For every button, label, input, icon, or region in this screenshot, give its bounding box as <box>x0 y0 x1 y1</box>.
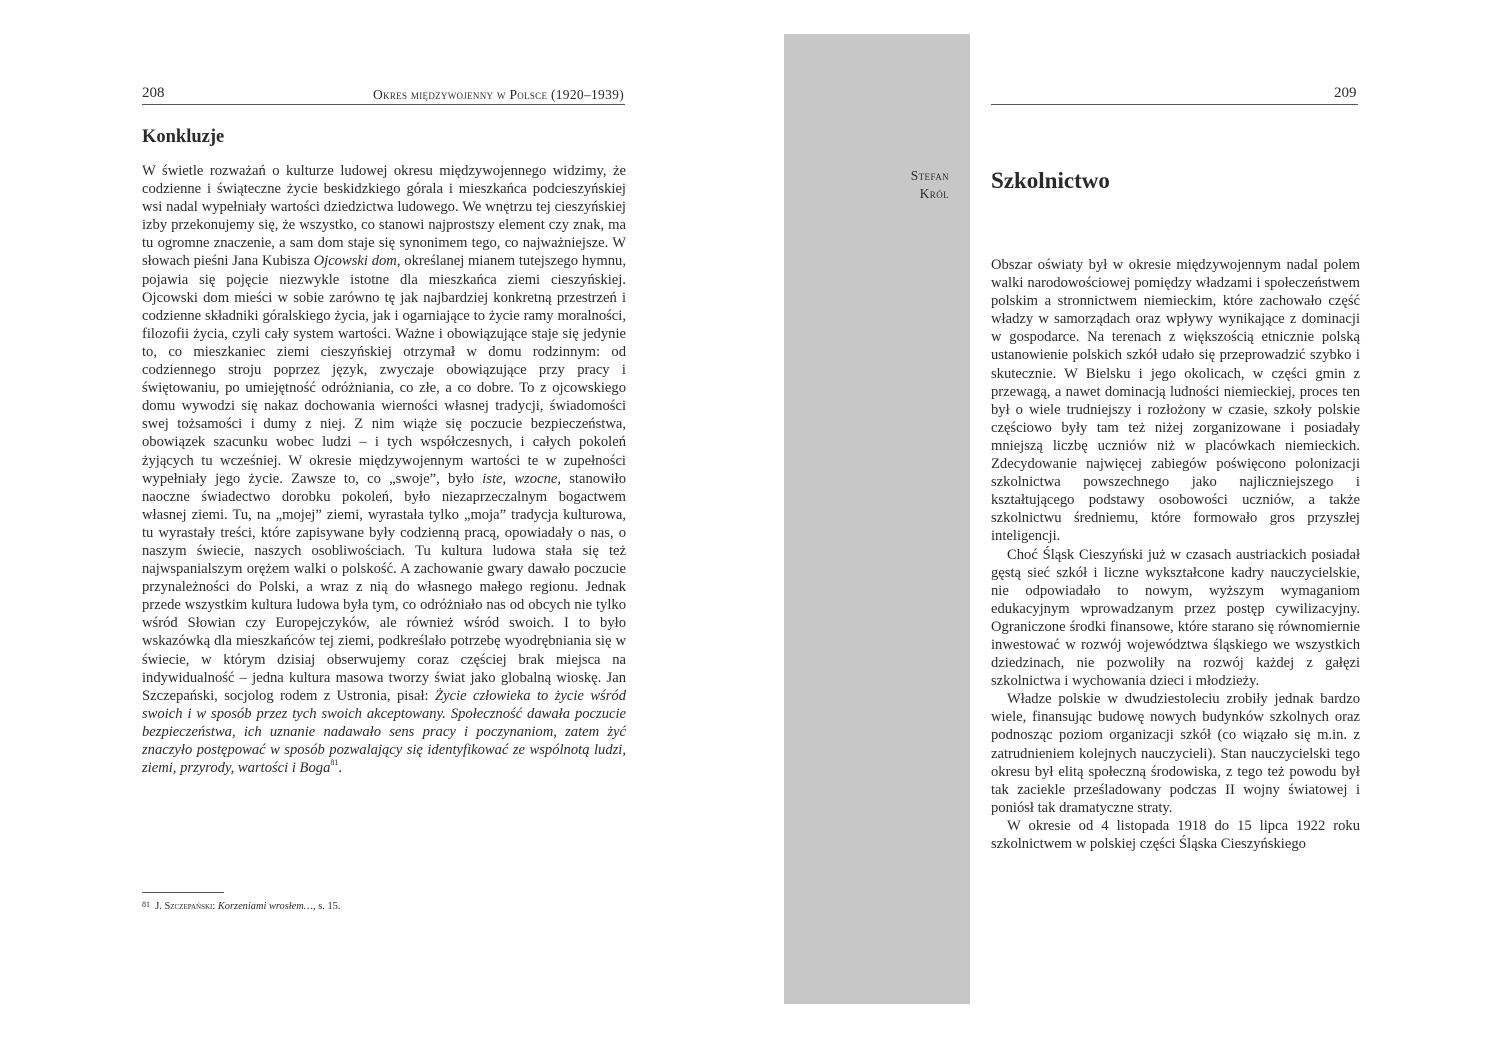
paragraph-text-2: , określanej mianem tutejszego hymnu, pojawia się pojęcie niezwykle istotne dla mieszkańca ziemi cieszyńskiej. Ojcowski dom mieści w sobie zarówno tę jak najbardziej konkretną przestrzeń i codzienne składniki góralskiego życia, jak i ogarniające to życie ramy moralności, filozofii życia, czyli cały system wartości. Ważne i obowiązujące staje się jedynie to, co mieszkaniec ziemi cieszyńskiej otrzymał w domu rodzinnym: od codziennego stroju poprzez język, zwyczaje obowiązujące przy pracy i świętowaniu, po umiejętność odróżniania, co złe, a co dobre. To z ojcowskiego domu wywodzi się nakaz dochowania wierności własnej tradycji, świadomości swej tożsamości i dumy z niej. Z nim wiąże się poczucie bezpieczeństwa, obowiązek szacunku wobec ludzi – i tych współczesnych, i całych pokoleń żyjących tu wcześniej. W okresie międzywojennym wartości te w zupełności wypełniały jego życie. Zawsze to, co „swoje”, było <box>142 253 627 487</box>
header-rule-left <box>142 104 625 105</box>
quotation: Życie człowieka to życie wśród swoich i w sposób przez tych swoich akceptowany. Społeczność dawała poczucie bezpieczeństwa, ich uznanie nadawało sens pracy i poczynaniom, zatem żyć znaczyło postępować w sposób pozwalający się identyfikować ze wspólnotą ludzi, ziemi, przyrody, wartości i Boga <box>142 687 627 777</box>
chapter-body <box>991 256 1360 853</box>
footnote-title: Korzeniami wrosłem… <box>217 901 314 912</box>
footnote-reference[interactable]: 81 <box>330 758 339 768</box>
header-rule-right <box>991 104 1358 105</box>
body-paragraph-2: Choć Śląsk Cieszyński już w czasach austriackich posiadał gęstą sieć szkół i liczne wykształcone kadry nauczycielskie, nie odpowiadało to nowym, wyższym wymaganiom edukacyjnym wprowadzanym przez postęp cywilizacyjny. Ograniczone środki finansowe, które starano się równomiernie inwestować w rozwój województwa śląskiego we wszystkich dziedzinach, nie pozwoliły na rozwój każdej z gałęzi szkolnictwa i wychowania dzieci i młodzieży. <box>991 546 1360 690</box>
footnote-rest: , s. 15. <box>313 901 341 912</box>
conclusion-paragraph <box>142 162 626 777</box>
body-paragraph-4: W okresie od 4 listopada 1918 do 15 lipca 1922 roku szkolnictwem w polskiej części Śląska Cieszyńskiego <box>991 817 1360 852</box>
body-paragraph-1: Obszar oświaty był w okresie międzywojennym nadal polem walki narodowościowej pomiędzy władzami i społeczeństwem polskim a stronnictwem niemieckim, które zachowało część władzy w samorządach oraz wpływy wynikające z dominacji w gospodarce. Na terenach z większością etnicznie polską ustanowienie polskich szkół udało się przeprowadzić szybko i skutecznie. W Bielsku i jego okolicach, w części gmin z przewagą, a nawet dominacją ludności niemieckiej, proces ten był o wiele trudniejszy i rozłożony w czasie, szkoły polskie częściowo były tam też niżej zorganizowane i posiadały mniejszą liczbę uczniów niż w placówkach niemieckich. Zdecydowanie najwięcej zabiegów poświęcono polonizacji szkolnictwa powszechnego jako najliczniejszego i kształtującego podstawy osobowości uczniów, a także szkolnictwu średniemu, które formowało gros przyszłej inteligencji. <box>991 257 1360 545</box>
body-paragraph-3: Władze polskie w dwudziestoleciu zrobiły jednak bardzo wiele, finansując budowę nowych budynków szkolnych oraz podnosząc poziom organizacji szkół (co wiązało się m.in. z zatrudnieniem kolejnych nauczycieli). Stan nauczycielski tego okresu był elitą społeczną środowiska, z tego też powodu był tak zaciekle prześladowany podczas II wojny światowej i poniósł tak dramatyczne straty. <box>991 691 1360 816</box>
section-title: Konkluzje <box>142 127 225 147</box>
chapter-author <box>911 167 949 202</box>
page-number-right: 209 <box>1334 85 1357 101</box>
running-head: Okres międzywojenny w Polsce (1920–1939) <box>373 87 624 102</box>
footnote-author: J. Szczepański: <box>155 901 216 912</box>
song-title: Ojcowski dom <box>313 253 397 270</box>
footnote-number: 81 <box>142 900 150 909</box>
footnote-rule <box>142 892 224 893</box>
paragraph-text-1: W świetle rozważań o kulturze ludowej okresu międzywojennego widzimy, że codzienne i świąteczne życie beskidzkiego górala i mieszkańca podcieszyńskiej wsi nadal wypełniały wartości dziedzictwa ludowego. We wnętrzu tej cieszyńskiej izby przekonujemy się, że wszystko, co stanowi najprostszy element czy znak, ma tu ogromne znaczenie, a sam dom staje się synonimem tego, co najważniejsze. W słowach pieśni Jana Kubisza <box>142 163 626 270</box>
author-first-name: Stefan <box>910 168 949 183</box>
paragraph-end: . <box>338 760 343 777</box>
page-number-left: 208 <box>142 85 165 101</box>
author-last-name: Król <box>919 185 949 201</box>
dialect-phrase: iste, wzocne <box>482 470 558 487</box>
paragraph-text-3: , stanowiło naoczne świadectwo dorobku pokoleń, było niezaprzeczalnym bogactwem własnej ziemi. Tu, na „mojej” ziemi, wyrastała tylko „moja” tradycja kulturowa, tu wyrastały treści, które zapisywane były codzienną pracą, opowiadały o nas, o naszym świecie, naszych osobliwościach. Tu kultura ludowa stała się też najwspanialszym orężem walki o polskość. A zachowanie gwary dawało poczucie przynależności do Polski, a wraz z nią do własnego małego regionu. Jednak przede wszystkim kultura ludowa była tym, co odróżniało nas od obcych nie tylko wśród Słowian czy Europejczyków, ale również wśród swoich. I to było wskazówką dla mieszkańców tej ziemi, podkreślało potrzebę wyodrębniania się w świecie, w którym dzisiaj obserwujemy coraz częściej brak miejsca na indywidualność – jedna kultura masowa tworzy świat jako globalną wioskę. Jan Szczepański, socjolog rodem z Ustronia, pisał: <box>142 470 626 704</box>
footnote <box>142 901 340 912</box>
chapter-title: Szkolnictwo <box>991 168 1110 193</box>
